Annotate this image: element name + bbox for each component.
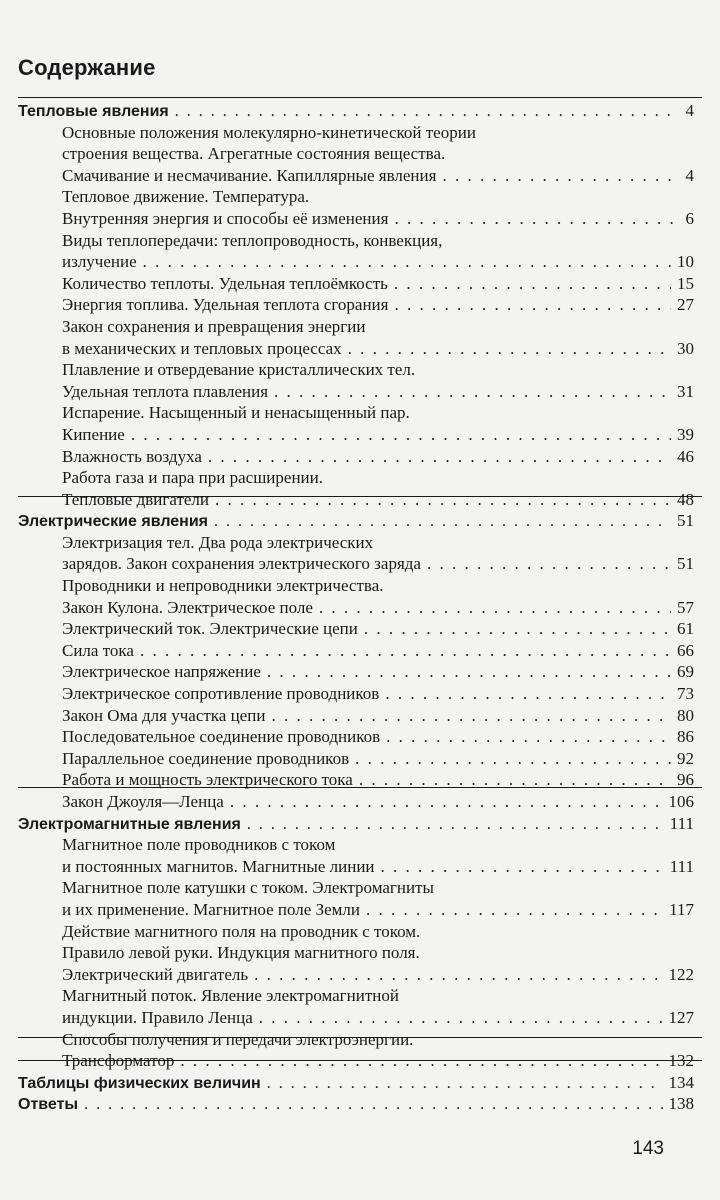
toc-page-number: 15 (677, 273, 694, 293)
toc-entry (0, 899, 720, 921)
toc-entry (0, 877, 720, 899)
toc-entry-title: Работа и мощность электрического тока (62, 770, 353, 790)
toc-entry-title: Магнитное поле катушки с током. Электромагниты (62, 878, 434, 898)
toc-section (0, 100, 720, 122)
dot-leader (84, 1094, 662, 1115)
toc-entry (0, 1029, 720, 1051)
toc-entry (0, 208, 720, 230)
toc-page-number: 117 (669, 899, 694, 919)
dot-leader (230, 791, 663, 813)
toc-entry (0, 705, 720, 727)
toc-entry-title: Электризация тел. Два рода электрических (62, 532, 374, 552)
toc-entry (0, 985, 720, 1007)
dot-leader (348, 338, 671, 360)
toc-entry-title: Закон сохранения и превращения энергии (62, 316, 366, 336)
toc-page-number: 27 (677, 295, 694, 315)
toc-entry-title: Тепловые явления (18, 103, 169, 120)
dot-leader (385, 683, 671, 705)
toc-entry-title: Количество теплоты. Удельная теплоёмкость (62, 273, 388, 293)
toc-entry-title: и постоянных магнитов. Магнитные линии (62, 856, 375, 876)
toc-entry-title: Проводники и непроводники электричества. (62, 576, 384, 596)
toc-section (0, 510, 720, 532)
toc-page-number: 106 (668, 792, 694, 811)
toc-entry (0, 661, 720, 683)
toc-entry (0, 597, 720, 619)
toc-entry (0, 553, 720, 575)
toc-entry (0, 402, 720, 424)
dot-leader (386, 726, 671, 748)
toc-entry-title: Последовательное соединение проводников (62, 727, 381, 747)
toc-entry-title: Внутренняя энергия и способы её изменения (62, 208, 389, 228)
dot-leader (208, 446, 671, 468)
table-of-contents (0, 100, 720, 1115)
dot-leader (366, 899, 663, 921)
toc-entry (0, 834, 720, 856)
toc-entry-title: зарядов. Закон сохранения электрического заряда (62, 554, 421, 574)
toc-entry-title: Энергия топлива. Удельная теплота сгорания (62, 295, 389, 315)
toc-page-number: 57 (677, 597, 694, 617)
toc-entry-title: Виды теплопередачи: теплопроводность, конвекция, (62, 230, 443, 250)
dot-leader (394, 273, 671, 295)
toc-page-number: 51 (677, 554, 694, 574)
divider (18, 97, 702, 98)
dot-leader (247, 814, 664, 835)
toc-entry (0, 165, 720, 187)
toc-page-number: 111 (669, 813, 694, 833)
toc-entry-title: Работа газа и пара при расширении. (62, 468, 323, 488)
toc-page-number: 31 (677, 381, 694, 401)
page-number: 143 (632, 1138, 664, 1159)
toc-entry-title: Способы получения и передачи электроэнергии. (62, 1029, 414, 1049)
toc-entry-title: Плавление и отвердевание кристаллических тел. (62, 360, 416, 380)
dot-leader (319, 597, 671, 619)
dot-leader (274, 381, 671, 403)
toc-page-number: 61 (677, 619, 694, 639)
toc-page-number: 132 (668, 1051, 694, 1071)
toc-entry-title: Таблицы физических величин (18, 1074, 261, 1092)
toc-entry-title: и их применение. Магнитное поле Земли (62, 899, 360, 919)
dot-leader (214, 511, 671, 532)
toc-entry-title: Кипение (62, 424, 125, 444)
toc-entry (0, 532, 720, 554)
dot-leader (271, 705, 671, 727)
toc-entry-title: Закон Джоуля—Ленца (62, 792, 224, 811)
toc-entry-title: Магнитный поток. Явление электромагнитной (62, 986, 399, 1006)
toc-page-number: 127 (668, 1007, 694, 1027)
toc-entry-title: Сила тока (62, 640, 134, 660)
dot-leader (355, 748, 671, 770)
toc-page-number: 46 (677, 446, 694, 466)
toc-entry (0, 683, 720, 705)
toc-page-number: 92 (677, 748, 694, 768)
toc-entry (0, 769, 720, 791)
toc-entry-title: излучение (62, 252, 137, 272)
dot-leader (442, 165, 678, 187)
dot-leader (267, 661, 671, 683)
dot-leader (427, 553, 671, 575)
toc-entry (0, 791, 720, 813)
dot-leader (267, 1073, 663, 1094)
toc-page-number: 39 (677, 424, 694, 444)
toc-page-number: 122 (668, 964, 694, 984)
toc-page-number: 6 (685, 208, 694, 228)
dot-leader (394, 294, 671, 316)
page-title: Содержание (18, 55, 156, 80)
toc-page-number: 80 (677, 705, 694, 725)
toc-entry (0, 338, 720, 360)
toc-entry (0, 1050, 720, 1072)
toc-page-number: 96 (677, 770, 694, 790)
dot-leader (364, 618, 671, 640)
toc-entry (0, 921, 720, 943)
toc-entry (0, 186, 720, 208)
toc-entry (0, 359, 720, 381)
dot-leader (359, 769, 671, 791)
toc-entry (0, 1007, 720, 1029)
toc-entry-title: Магнитное поле проводников с током (62, 835, 336, 855)
toc-page-number: 134 (668, 1072, 694, 1092)
toc-entry (0, 316, 720, 338)
toc-entry (0, 424, 720, 446)
dot-leader (131, 424, 671, 446)
toc-page-number: 4 (685, 101, 694, 120)
toc-entry-title: Влажность воздуха (62, 446, 202, 466)
dot-leader (254, 964, 662, 986)
toc-entry (0, 122, 720, 144)
dot-leader (381, 856, 664, 878)
toc-entry (0, 381, 720, 403)
toc-entry-title: Испарение. Насыщенный и ненасыщенный пар. (62, 403, 410, 423)
toc-page-number: 138 (668, 1094, 694, 1114)
toc-page-number: 30 (677, 338, 694, 358)
toc-page-number: 66 (677, 640, 694, 660)
toc-entry-title: Ответы (18, 1096, 79, 1114)
toc-page-number: 111 (669, 856, 694, 876)
toc-entry (0, 230, 720, 252)
toc-section (0, 1072, 720, 1094)
toc-entry (0, 273, 720, 295)
toc-entry-title: Правило левой руки. Индукция магнитного поля. (62, 943, 420, 963)
toc-entry-title: Основные положения молекулярно-кинетической теории (62, 122, 476, 142)
toc-entry-title: Электрический ток. Электрические цепи (62, 619, 358, 639)
dot-leader (175, 101, 678, 122)
toc-entry (0, 726, 720, 748)
dot-leader (394, 208, 678, 230)
toc-entry-title: Электрический двигатель (62, 964, 249, 984)
toc-entry-title: Тепловое движение. Температура. (62, 187, 310, 207)
toc-entry-title: Электромагнитные явления (18, 815, 241, 833)
dot-leader (143, 251, 671, 273)
toc-entry (0, 489, 720, 511)
toc-entry-title: Закон Ома для участка цепи (62, 705, 266, 725)
dot-leader (180, 1050, 662, 1072)
toc-entry (0, 446, 720, 468)
dot-leader (215, 489, 671, 511)
toc-entry (0, 640, 720, 662)
toc-section (0, 1093, 720, 1115)
toc-entry-title: Действие магнитного поля на проводник с током. (62, 921, 421, 941)
toc-entry (0, 964, 720, 986)
toc-page-number: 69 (677, 662, 694, 682)
toc-entry-title: индукции. Правило Ленца (62, 1007, 253, 1027)
toc-entry-title: Электрические явления (18, 513, 208, 531)
toc-entry-title: Удельная теплота плавления (62, 381, 269, 401)
toc-entry (0, 143, 720, 165)
toc-page-number: 86 (677, 727, 694, 747)
dot-leader (140, 640, 671, 662)
toc-page-number: 48 (677, 489, 694, 509)
toc-entry-title: Электрическое сопротивление проводников (62, 684, 380, 704)
toc-page-number: 10 (677, 252, 694, 272)
toc-entry (0, 748, 720, 770)
toc-entry (0, 856, 720, 878)
toc-page-number: 73 (677, 684, 694, 704)
toc-entry-title: строения вещества. Агрегатные состояния вещества. (62, 144, 446, 164)
toc-entry (0, 251, 720, 273)
toc-entry (0, 575, 720, 597)
toc-entry-title: Электрическое напряжение (62, 662, 261, 682)
toc-entry (0, 618, 720, 640)
toc-entry-title: Трансформатор (62, 1051, 175, 1071)
toc-entry (0, 942, 720, 964)
toc-entry-title: Закон Кулона. Электрическое поле (62, 597, 313, 617)
toc-entry-title: Смачивание и несмачивание. Капиллярные явления (62, 165, 437, 185)
toc-section (0, 813, 720, 835)
toc-entry (0, 467, 720, 489)
toc-entry (0, 294, 720, 316)
dot-leader (259, 1007, 663, 1029)
toc-page-number: 51 (677, 511, 694, 531)
toc-entry-title: Тепловые двигатели (62, 489, 210, 509)
toc-entry-title: в механических и тепловых процессах (62, 338, 342, 358)
toc-page-number: 4 (685, 165, 694, 185)
toc-entry-title: Параллельное соединение проводников (62, 748, 350, 768)
